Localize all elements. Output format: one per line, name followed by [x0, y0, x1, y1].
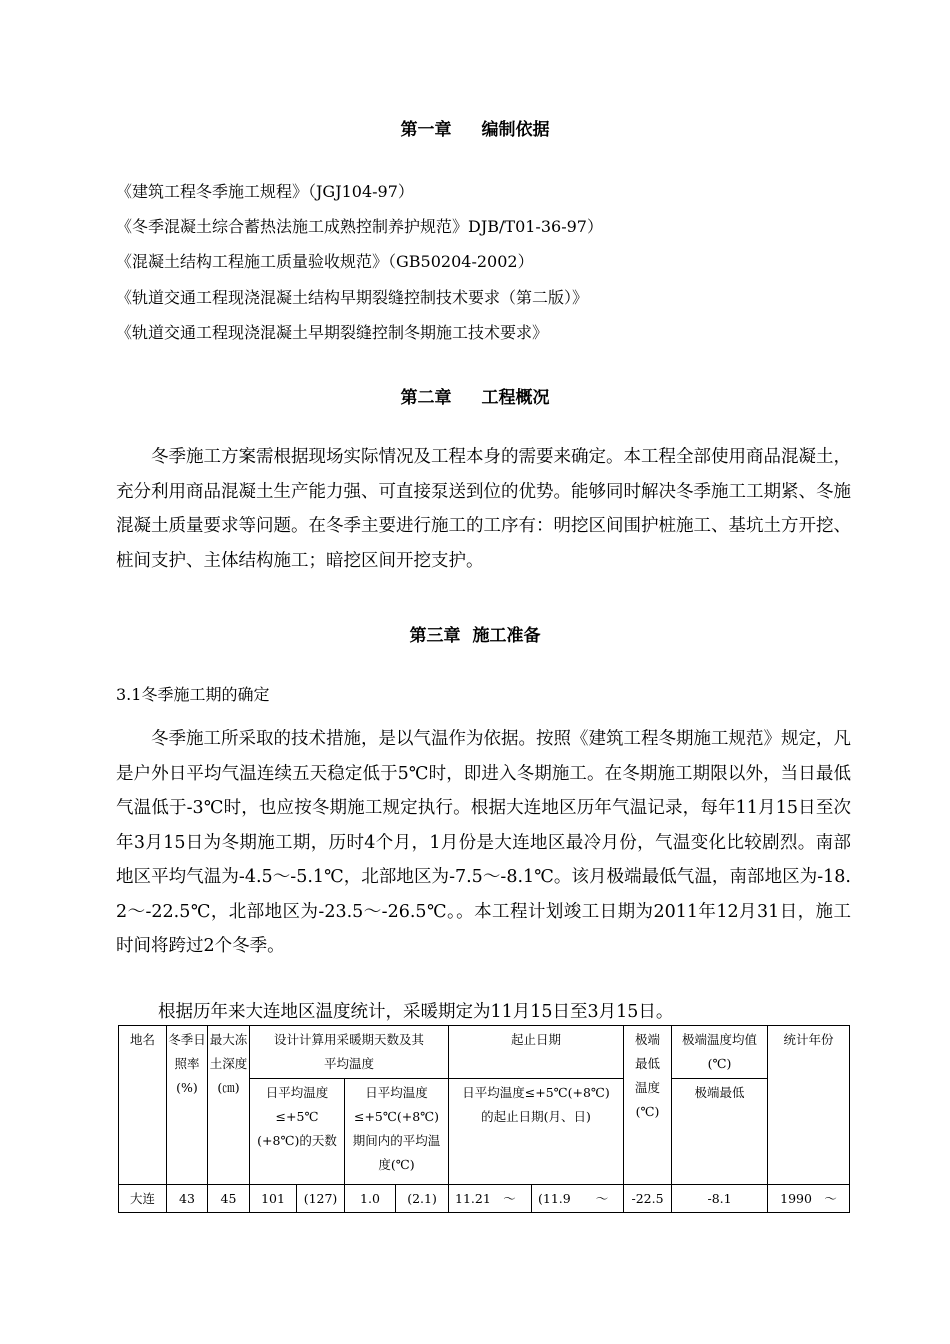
reference-item: 《混凝土结构工程施工质量验收规范》（GB50204-2002）: [116, 252, 534, 271]
cell-extreme-avg: -8.1: [672, 1185, 768, 1213]
cell-days-8: (127): [297, 1185, 345, 1213]
header-dates: 日平均温度≤+5℃(+8℃)的起止日期(月、日): [449, 1079, 624, 1185]
cell-years: 1990 ～: [768, 1185, 850, 1213]
cell-sunshine: 43: [167, 1185, 208, 1213]
table-caption: 根据历年来大连地区温度统计，采暖期定为11月15日至3月15日。: [158, 1002, 674, 1022]
header-design-group: 设计计算用采暖期天数及其平均温度: [250, 1026, 449, 1079]
chapter-title: 编制依据: [481, 120, 550, 140]
climate-table: [118, 1025, 850, 1213]
overview-paragraph: 冬季施工方案需根据现场实际情况及工程本身的需要来确定。本工程全部使用商品混凝土，充分利用商品混凝土生产能力强、可直接泵送到位的优势。能够同时解决冬季施工工期紧、冬施混凝土质量要求等问题。在冬季主要进行施工的工序有：明挖区间围护桩施工、基坑土方开挖、桩间支护、主体结构施工；暗挖区间开挖支护。: [116, 447, 851, 571]
cell-start-date: 11.21 ～: [449, 1185, 532, 1213]
cell-avg: 1.0: [345, 1185, 396, 1213]
cell-place: 大连: [119, 1185, 167, 1213]
header-place: 地名: [119, 1026, 167, 1185]
winter-period-paragraph: 冬季施工所采取的技术措施，是以气温作为依据。按照《建筑工程冬期施工规范》规定，凡是户外日平均气温连续五天稳定低于5℃时，即进入冬期施工。在冬期施工期限以外，当日最低气温低于-3℃时，也应按冬期施工规定执行。根据大连地区历年气温记录，每年11月15日至次年3月15日为冬期施工期，历时4个月，1月份是大连地区最冷月份，气温变化比较剧烈。南部地区平均气温为-4.5～-5.1℃，北部地区为-7.5～-8.1℃。该月极端最低气温，南部地区为-18.2～-22.5℃，北部地区为-23.5～-26.5℃。。本工程计划竣工日期为2011年12月31日，施工时间将跨过2个冬季。: [116, 729, 851, 956]
cell-days: 101: [250, 1185, 297, 1213]
header-avg-temp: 日平均温度≤+5℃(+8℃)期间内的平均温度(℃): [345, 1079, 449, 1185]
table-row: [119, 1185, 850, 1213]
chapter-2-heading: [0, 383, 950, 408]
cell-avg-8: (2.1): [396, 1185, 449, 1213]
chapter-number: 第三章: [409, 626, 461, 646]
table-header-row: [119, 1026, 850, 1079]
chapter-number: 第一章: [400, 120, 452, 140]
chapter-title: 工程概况: [481, 388, 550, 408]
chapter-3-heading: [0, 621, 950, 646]
header-extreme-low: 极端最低温度(℃): [624, 1026, 672, 1185]
reference-item: 《建筑工程冬季施工规程》（JGJ104-97）: [116, 182, 414, 201]
reference-item: 《冬季混凝土综合蓄热法施工成熟控制养护规范》DJB/T01-36-97）: [116, 217, 603, 236]
reference-item: 《轨道交通工程现浇混凝土结构早期裂缝控制技术要求（第二版）》: [116, 288, 589, 307]
header-days: 日平均温度≤+5℃(+8℃)的天数: [250, 1079, 345, 1185]
header-years: 统计年份: [768, 1026, 850, 1185]
cell-start-date-8: (11.9 ～: [532, 1185, 624, 1213]
cell-frost: 45: [208, 1185, 250, 1213]
chapter-1-heading: [0, 115, 950, 140]
header-extreme-avg-sub: 极端最低: [672, 1079, 768, 1185]
header-extreme-avg: 极端温度均值(℃): [672, 1026, 768, 1079]
chapter-title: 施工准备: [472, 626, 541, 646]
chapter-number: 第二章: [400, 388, 452, 408]
header-sunshine: 冬季日照率(%): [167, 1026, 208, 1185]
header-dates-group: 起止日期: [449, 1026, 624, 1079]
header-frost-depth: 最大冻土深度(㎝): [208, 1026, 250, 1185]
reference-item: 《轨道交通工程现浇混凝土早期裂缝控制冬期施工技术要求》: [116, 323, 549, 342]
section-heading: 3.1冬季施工期的确定: [116, 685, 270, 704]
cell-extreme-low: -22.5: [624, 1185, 672, 1213]
